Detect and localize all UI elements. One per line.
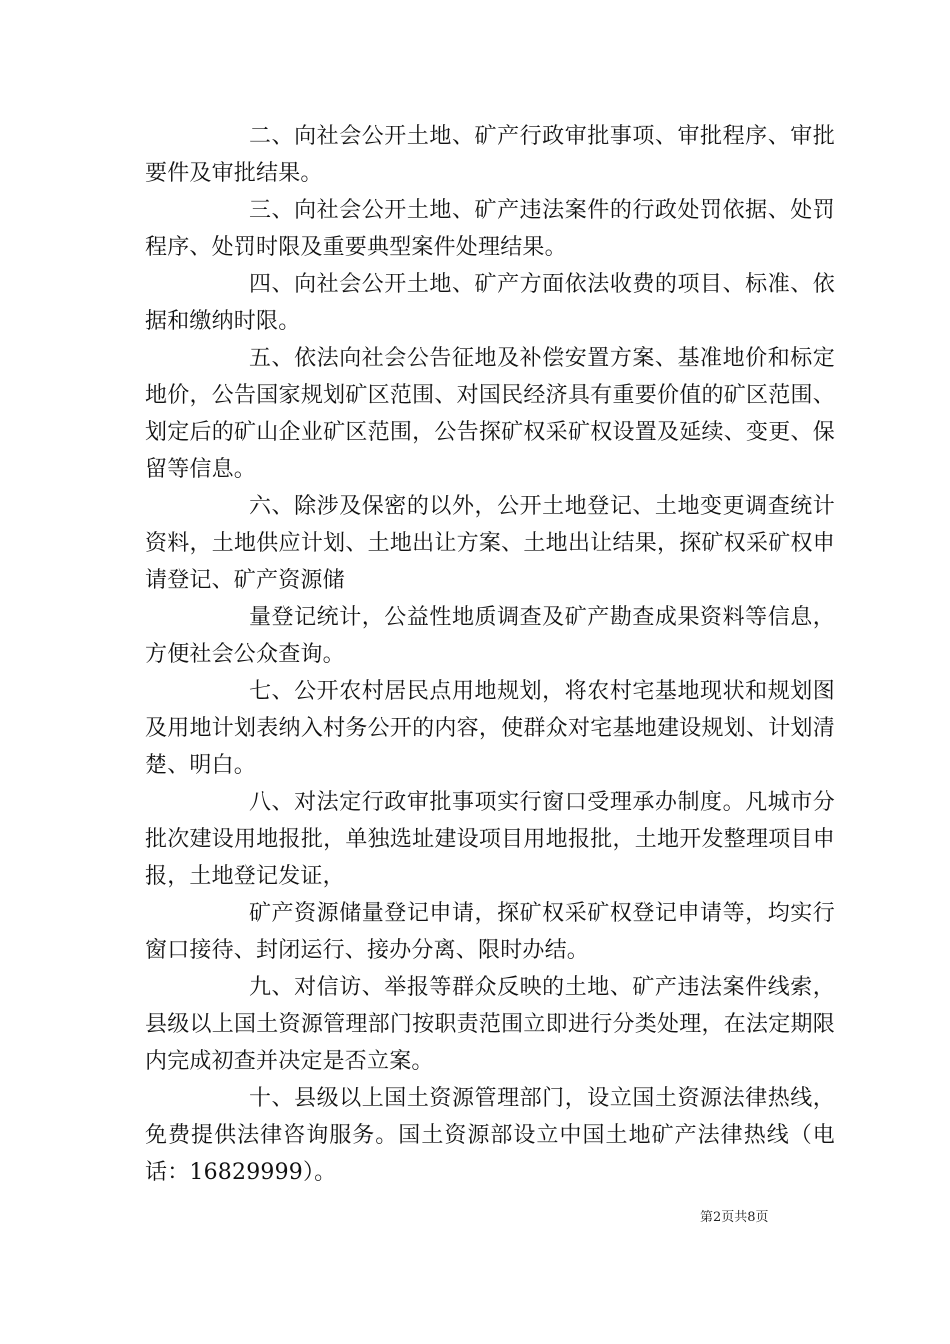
paragraph-6: 六、除涉及保密的以外，公开土地登记、土地变更调查统计资料，土地供应计划、土地出让方案、土地出让结果，探矿权采矿权申请登记、矿产资源储 [145, 494, 835, 593]
paragraph-4: 四、向社会公开土地、矿产方面依法收费的项目、标准、依据和缴纳时限。 [145, 272, 835, 334]
page-number-footer: 第2页共8页 [700, 1210, 769, 1225]
paragraph-8: 八、对法定行政审批事项实行窗口受理承办制度。凡城市分批次建设用地报批，单独选址建设项目用地报批，土地开发整理项目申报，土地登记发证， [145, 790, 835, 889]
document-body [145, 118, 835, 1191]
paragraph-3: 三、向社会公开土地、矿产违法案件的行政处罚依据、处罚程序、处罚时限及重要典型案件处理结果。 [145, 198, 835, 260]
paragraph-2: 二、向社会公开土地、矿产行政审批事项、审批程序、审批要件及审批结果。 [145, 124, 835, 186]
paragraph-9: 九、对信访、举报等群众反映的土地、矿产违法案件线索，县级以上国土资源管理部门按职责范围立即进行分类处理，在法定期限内完成初查并决定是否立案。 [145, 975, 835, 1074]
paragraph-5: 五、依法向社会公告征地及补偿安置方案、基准地价和标定地价，公告国家规划矿区范围、对国民经济具有重要价值的矿区范围、划定后的矿山企业矿区范围，公告探矿权采矿权设置及延续、变更、保留等信息。 [145, 346, 835, 482]
paragraph-7: 七、公开农村居民点用地规划，将农村宅基地现状和规划图及用地计划表纳入村务公开的内容，使群众对宅基地建设规划、计划清楚、明白。 [145, 679, 835, 778]
paragraph-8-continued: 矿产资源储量登记申请，探矿权采矿权登记申请等，均实行窗口接待、封闭运行、接办分离、限时办结。 [145, 901, 835, 963]
paragraph-6-continued: 量登记统计，公益性地质调查及矿产勘查成果资料等信息，方便社会公众查询。 [145, 605, 835, 667]
paragraph-10: 十、县级以上国土资源管理部门，设立国土资源法律热线，免费提供法律咨询服务。国土资源部设立中国土地矿产法律热线（电话：16829999）。 [145, 1086, 835, 1185]
